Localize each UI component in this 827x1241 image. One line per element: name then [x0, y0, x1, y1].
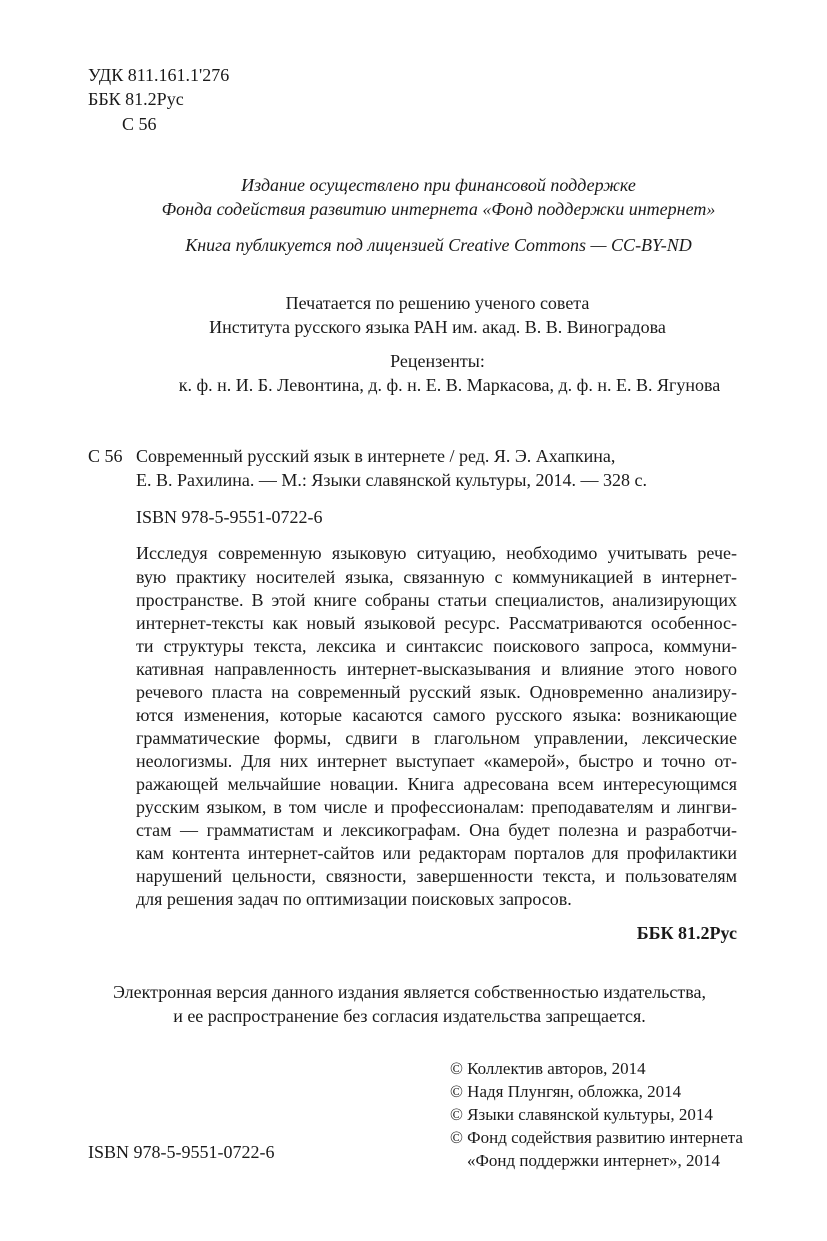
abstract-line: пространстве. В этой книге собраны статьи специалистов, анализирующих [136, 590, 737, 610]
abstract-line: русским языком, в том числе и профессионалам: преподавателям и лингви- [136, 797, 737, 817]
copyright-line: © Языки славянской культуры, 2014 [450, 1105, 713, 1124]
entry-line: Современный русский язык в интернете / ред. Я. Э. Ахапкина, [136, 446, 616, 466]
abstract-line: для решения задач по оптимизации поисковых запросов. [136, 889, 572, 909]
rights-line: и ее распространение без согласия издательства запрещается. [173, 1006, 646, 1026]
abstract-line: Исследуя современную языковую ситуацию, необходимо учитывать рече- [136, 543, 737, 563]
license-line: Книга публикуется под лицензией Creative Commons — CC-BY-ND [185, 235, 692, 255]
abstract-line: неологизмы. Для них интернет выступает «камерой», быстро и точно от- [136, 751, 737, 771]
copyright-line: «Фонд поддержки интернет», 2014 [467, 1151, 720, 1170]
abstract-line: ражающей мельчайшие новации. Книга адресована всем интересующимся [136, 774, 737, 794]
rights-line: Электронная версия данного издания является собственностью издательства, [113, 982, 706, 1002]
abstract-line: нарушений цельности, связности, завершенности текста, и пользователям [136, 866, 737, 886]
approval-line: Института русского языка РАН им. акад. В. В. Виноградова [209, 317, 666, 337]
abstract-line: вую практику носителей языка, связанную с коммуникацией в интернет- [136, 567, 737, 587]
abstract-line: речевого пласта на современный русский язык. Одновременно анализиру- [136, 682, 737, 702]
abstract-line: ются изменения, которые касаются самого русского языка: возникающие [136, 705, 737, 725]
funding-line: Издание осуществлено при финансовой поддержке [241, 175, 636, 195]
author-sign-code: С 56 [122, 114, 157, 134]
abstract-line: грамматические формы, сдвиги в глагольном управлении, лексические [136, 728, 737, 748]
abstract-line: интернет-тексты как новый языковой ресурс. Рассматриваются особеннос- [136, 613, 737, 633]
footer-isbn: ISBN 978-5-9551-0722-6 [88, 1142, 275, 1162]
entry-code: С 56 [88, 446, 123, 466]
abstract-bbk: ББК 81.2Рус [636, 923, 737, 943]
abstract-line: стам — грамматистам и лексикографам. Она будет полезна и разработчи- [136, 820, 737, 840]
reviewers-names: к. ф. н. И. Б. Левонтина, д. ф. н. Е. В. Маркасова, д. ф. н. Е. В. Ягунова [178, 375, 721, 395]
abstract-line: ти структуры текста, лексика и синтаксис поискового запроса, коммуни- [136, 636, 737, 656]
udk-code: УДК 811.161.1'276 [88, 65, 230, 85]
abstract-line: кативная направленность интернет-высказывания и влияние этого нового [136, 659, 737, 679]
copyright-line: © Фонд содействия развитию интернета [450, 1128, 743, 1147]
entry-line: Е. В. Рахилина. — М.: Языки славянской культуры, 2014. — 328 с. [136, 470, 647, 490]
copyright-line: © Коллектив авторов, 2014 [450, 1059, 646, 1078]
bbk-code: ББК 81.2Рус [88, 89, 184, 109]
entry-isbn: ISBN 978-5-9551-0722-6 [136, 507, 323, 527]
reviewers-heading: Рецензенты: [390, 351, 485, 371]
funding-line: Фонда содействия развитию интернета «Фонд поддержки интернет» [161, 199, 716, 219]
approval-line: Печатается по решению ученого совета [285, 293, 590, 313]
abstract-line: кам контента интернет-сайтов или редакторам порталов для профилактики [136, 843, 737, 863]
copyright-line: © Надя Плунгян, обложка, 2014 [450, 1082, 682, 1101]
